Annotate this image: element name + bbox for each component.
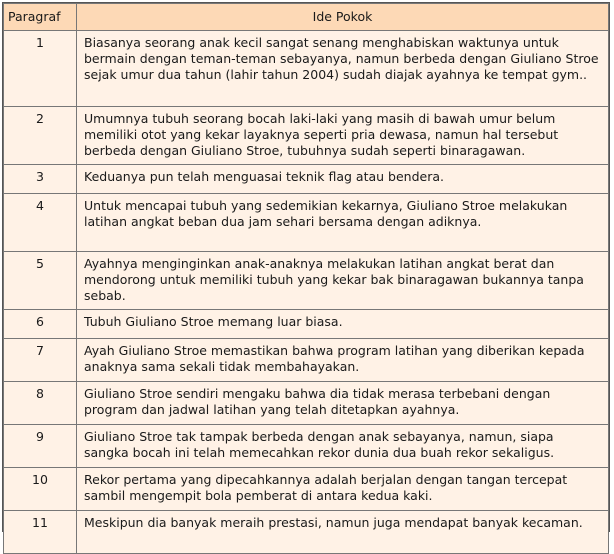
paragraph-number: 9 (4, 425, 77, 468)
table-header (4, 4, 609, 31)
paragraph-number: 11 (4, 511, 77, 554)
main-idea-text: Biasanya seorang anak kecil sangat senang menghabiskan waktunya untuk bermain dengan teman-teman sebayanya, namun berbeda dengan Giuliano Stroe sejak umur dua tahun (lahir tahun 2004) sudah diajak ayahnya ke tempat gym.. (77, 31, 609, 107)
paragraph-number: 7 (4, 339, 77, 382)
paragraph-number: 2 (4, 107, 77, 165)
table-row (4, 468, 609, 511)
main-idea-text: Giuliano Stroe sendiri mengaku bahwa dia tidak merasa terbebani dengan program dan jadwal latihan yang telah ditetapkan ayahnya. (77, 382, 609, 425)
main-idea-text: Keduanya pun telah menguasai teknik flag atau bendera. (77, 165, 609, 194)
table-row (4, 194, 609, 252)
table-row (4, 382, 609, 425)
main-idea-text: Ayahnya menginginkan anak-anaknya melakukan latihan angkat berat dan mendorong untuk memiliki tubuh yang kekar bak binaragawan bukannya tanpa sebab. (77, 252, 609, 310)
main-ideas-table-container (2, 2, 610, 532)
table-body (4, 31, 609, 554)
table-row (4, 425, 609, 468)
column-header-paragraph: Paragraf (4, 4, 77, 31)
table-row (4, 511, 609, 554)
table-row (4, 310, 609, 339)
main-idea-text: Untuk mencapai tubuh yang sedemikian kekarnya, Giuliano Stroe melakukan latihan angkat beban dua jam sehari bersama dengan adiknya. (77, 194, 609, 252)
paragraph-number: 6 (4, 310, 77, 339)
table-row (4, 31, 609, 107)
paragraph-number: 3 (4, 165, 77, 194)
main-idea-text: Umumnya tubuh seorang bocah laki-laki yang masih di bawah umur belum memiliki otot yang kekar layaknya seperti pria dewasa, namun hal tersebut berbeda dengan Giuliano Stroe, tubuhnya sudah seperti binaragawan. (77, 107, 609, 165)
table-row (4, 107, 609, 165)
main-idea-text: Giuliano Stroe tak tampak berbeda dengan anak sebayanya, namun, siapa sangka bocah ini telah memecahkan rekor dunia dua buah rekor sekaligus. (77, 425, 609, 468)
main-idea-text: Rekor pertama yang dipecahkannya adalah berjalan dengan tangan tercepat sambil mengempit bola pemberat di antara kedua kaki. (77, 468, 609, 511)
main-idea-text: Meskipun dia banyak meraih prestasi, namun juga mendapat banyak kecaman. (77, 511, 609, 554)
main-ideas-table (3, 3, 609, 554)
paragraph-number: 10 (4, 468, 77, 511)
main-idea-text: Ayah Giuliano Stroe memastikan bahwa program latihan yang diberikan kepada anaknya sama sekali tidak membahayakan. (77, 339, 609, 382)
paragraph-number: 1 (4, 31, 77, 107)
column-header-main-idea: Ide Pokok (77, 4, 609, 31)
main-idea-text: Tubuh Giuliano Stroe memang luar biasa. (77, 310, 609, 339)
header-row (4, 4, 609, 31)
table-row (4, 165, 609, 194)
table-row (4, 339, 609, 382)
paragraph-number: 8 (4, 382, 77, 425)
paragraph-number: 4 (4, 194, 77, 252)
table-row (4, 252, 609, 310)
paragraph-number: 5 (4, 252, 77, 310)
